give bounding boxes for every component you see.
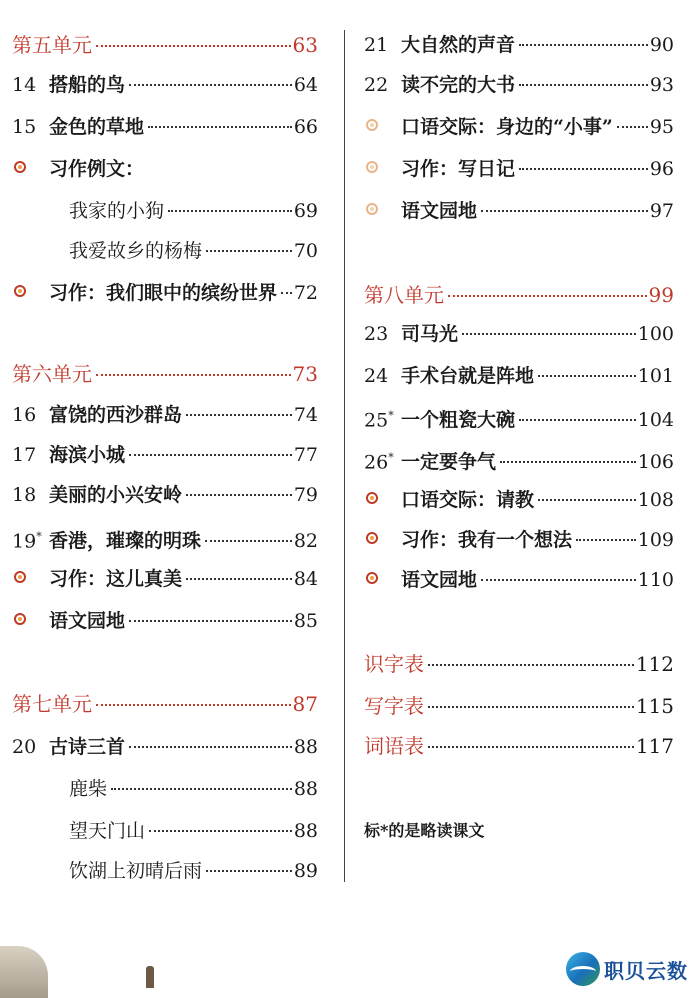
lesson-number: 15 xyxy=(12,116,37,138)
page-number: 63 xyxy=(292,33,318,57)
toc-lesson-entry[interactable] xyxy=(12,483,318,507)
dot-leader xyxy=(481,579,636,581)
toc-lesson-entry[interactable] xyxy=(364,322,674,346)
toc-activity-entry[interactable] xyxy=(364,568,674,592)
toc-sub-entry[interactable] xyxy=(69,819,318,843)
footnote: 标*的是略读课文 xyxy=(364,821,485,840)
entry-title: 习作：我们眼中的缤纷世界 xyxy=(49,282,278,304)
page-number: 88 xyxy=(293,820,318,842)
page-number: 110 xyxy=(637,569,674,591)
entry-title: 语文园地 xyxy=(49,610,126,632)
page-number: 96 xyxy=(649,158,674,180)
dot-leader xyxy=(129,620,292,622)
dot-leader xyxy=(96,45,291,47)
toc-activity-entry[interactable] xyxy=(364,488,674,512)
toc-unit-heading[interactable] xyxy=(12,692,318,716)
entry-title: 富饶的西沙群岛 xyxy=(49,404,183,426)
dot-leader xyxy=(96,374,291,376)
decorative-figure-illustration xyxy=(146,966,154,988)
dot-leader xyxy=(519,84,648,86)
entry-title: 我爱故乡的杨梅 xyxy=(69,240,203,262)
toc-appendix-entry[interactable] xyxy=(364,652,674,676)
page-number: 85 xyxy=(293,610,318,632)
dot-leader xyxy=(428,746,634,748)
dot-leader xyxy=(519,419,636,421)
entry-title: 一个粗瓷大碗 xyxy=(401,409,516,432)
toc-lesson-entry[interactable] xyxy=(364,364,674,388)
toc-lesson-entry[interactable] xyxy=(364,404,674,432)
entry-title: 读不完的大书 xyxy=(401,74,516,96)
dot-leader xyxy=(448,295,647,297)
lesson-number: 21 xyxy=(364,34,389,56)
entry-title: 饮湖上初晴后雨 xyxy=(69,860,203,882)
toc-activity-entry[interactable] xyxy=(364,199,674,223)
toc-activity-entry[interactable] xyxy=(12,609,318,633)
entry-title: 手术台就是阵地 xyxy=(401,365,535,387)
page-number: 66 xyxy=(293,116,318,138)
dot-leader xyxy=(617,126,648,128)
dot-leader xyxy=(481,210,648,212)
page-number: 97 xyxy=(649,200,674,222)
page-number: 72 xyxy=(293,282,318,304)
toc-activity-entry[interactable] xyxy=(12,157,318,181)
entry-title: 一定要争气 xyxy=(401,451,497,474)
entry-title: 口语交际：请教 xyxy=(401,489,535,511)
dot-leader xyxy=(538,375,636,377)
page-number: 82 xyxy=(293,530,318,553)
entry-title: 海滨小城 xyxy=(49,444,126,466)
toc-lesson-entry[interactable] xyxy=(12,525,318,553)
page-number: 108 xyxy=(637,489,674,511)
entry-title: 写字表 xyxy=(364,694,424,718)
page-number: 64 xyxy=(293,74,318,96)
dot-leader xyxy=(519,168,648,170)
lesson-number: 14 xyxy=(12,74,37,96)
toc-unit-heading[interactable] xyxy=(12,33,318,57)
page-number: 90 xyxy=(649,34,674,56)
toc-appendix-entry[interactable] xyxy=(364,734,674,758)
dot-leader xyxy=(149,830,292,832)
toc-sub-entry[interactable] xyxy=(69,777,318,801)
dot-leader xyxy=(428,706,634,708)
dot-leader xyxy=(205,540,292,542)
dot-leader xyxy=(148,126,292,128)
toc-unit-heading[interactable] xyxy=(364,283,674,307)
dot-leader xyxy=(186,494,292,496)
toc-activity-entry[interactable] xyxy=(12,567,318,591)
dot-leader xyxy=(186,414,292,416)
page-number: 101 xyxy=(637,365,674,387)
column-divider xyxy=(344,30,345,882)
page-number: 112 xyxy=(635,652,674,676)
dot-leader xyxy=(538,499,636,501)
toc-lesson-entry[interactable] xyxy=(12,115,318,139)
page-number: 87 xyxy=(292,692,318,716)
toc-sub-entry[interactable] xyxy=(69,199,318,223)
entry-title: 大自然的声音 xyxy=(401,34,516,56)
page-number: 88 xyxy=(293,736,318,758)
toc-activity-entry[interactable] xyxy=(364,115,674,139)
dot-leader xyxy=(129,454,292,456)
toc-activity-entry[interactable] xyxy=(364,528,674,552)
page-number: 74 xyxy=(293,404,318,426)
entry-title: 词语表 xyxy=(364,734,424,758)
toc-lesson-entry[interactable] xyxy=(364,73,674,97)
page-number: 100 xyxy=(637,323,674,345)
lesson-number: 18 xyxy=(12,484,37,506)
entry-title: 司马光 xyxy=(401,323,459,345)
dot-leader xyxy=(129,746,292,748)
dot-leader xyxy=(206,870,292,872)
page-number: 95 xyxy=(649,116,674,138)
dot-leader xyxy=(206,250,292,252)
entry-title: 习作例文： xyxy=(49,158,145,180)
entry-title: 美丽的小兴安岭 xyxy=(49,484,183,506)
watermark-text: 职贝云数 xyxy=(604,958,688,983)
dot-leader xyxy=(281,292,292,294)
entry-title: 习作：写日记 xyxy=(401,158,516,180)
lesson-number: 19* xyxy=(12,530,42,553)
entry-title: 古诗三首 xyxy=(49,736,126,758)
entry-title: 我家的小狗 xyxy=(69,200,165,222)
entry-title: 第六单元 xyxy=(12,362,92,386)
lesson-number: 25* xyxy=(364,409,394,432)
lesson-number: 22 xyxy=(364,74,389,96)
dot-leader xyxy=(186,578,292,580)
entry-title: 金色的草地 xyxy=(49,116,145,138)
entry-title: 香港，璀璨的明珠 xyxy=(49,530,202,553)
toc-lesson-entry[interactable] xyxy=(12,73,318,97)
dot-leader xyxy=(500,461,636,463)
lesson-number: 16 xyxy=(12,404,37,426)
decorative-corner-illustration xyxy=(0,946,48,998)
entry-title: 搭船的鸟 xyxy=(49,74,126,96)
entry-title: 习作：这儿真美 xyxy=(49,568,183,590)
entry-title: 口语交际：身边的“小事” xyxy=(401,116,613,138)
page-number: 106 xyxy=(637,451,674,474)
lesson-number: 23 xyxy=(364,323,389,345)
page-number: 93 xyxy=(649,74,674,96)
dot-leader xyxy=(576,539,636,541)
page-number: 69 xyxy=(293,200,318,222)
lesson-number: 20 xyxy=(12,736,37,758)
dot-leader xyxy=(168,210,292,212)
lesson-number: 17 xyxy=(12,444,37,466)
toc-lesson-entry[interactable] xyxy=(364,446,674,474)
page-number: 73 xyxy=(292,362,318,386)
toc-activity-entry[interactable] xyxy=(364,157,674,181)
page-number: 104 xyxy=(637,409,674,432)
page-number: 109 xyxy=(637,529,674,551)
entry-title: 鹿柴 xyxy=(69,778,108,800)
entry-title: 语文园地 xyxy=(401,200,478,222)
dot-leader xyxy=(111,788,292,790)
wave-logo-icon xyxy=(566,952,600,986)
toc-lesson-entry[interactable] xyxy=(12,443,318,467)
toc-appendix-entry[interactable] xyxy=(364,694,674,718)
page-number: 70 xyxy=(293,240,318,262)
toc-sub-entry[interactable] xyxy=(69,859,318,883)
page-number: 79 xyxy=(293,484,318,506)
dot-leader xyxy=(462,333,636,335)
page-number: 77 xyxy=(293,444,318,466)
entry-title: 第七单元 xyxy=(12,692,92,716)
dot-leader xyxy=(519,44,648,46)
page-number: 115 xyxy=(635,694,674,718)
lesson-number: 24 xyxy=(364,365,389,387)
toc-lesson-entry[interactable] xyxy=(12,735,318,759)
toc-lesson-entry[interactable] xyxy=(12,403,318,427)
toc-lesson-entry[interactable] xyxy=(364,33,674,57)
entry-title: 语文园地 xyxy=(401,569,478,591)
entry-title: 望天门山 xyxy=(69,820,146,842)
toc-activity-entry[interactable] xyxy=(12,281,318,305)
dot-leader xyxy=(129,84,292,86)
toc-sub-entry[interactable] xyxy=(69,239,318,263)
dot-leader xyxy=(428,664,634,666)
toc-unit-heading[interactable] xyxy=(12,362,318,386)
page-number: 88 xyxy=(293,778,318,800)
page-number: 99 xyxy=(648,283,674,307)
page-number: 89 xyxy=(293,860,318,882)
watermark-logo xyxy=(566,952,688,986)
entry-title: 第八单元 xyxy=(364,283,444,307)
entry-title: 识字表 xyxy=(364,652,424,676)
entry-title: 习作：我有一个想法 xyxy=(401,529,573,551)
page-number: 117 xyxy=(635,734,674,758)
entry-title: 第五单元 xyxy=(12,33,92,57)
dot-leader xyxy=(96,704,291,706)
page-number: 84 xyxy=(293,568,318,590)
lesson-number: 26* xyxy=(364,451,394,474)
